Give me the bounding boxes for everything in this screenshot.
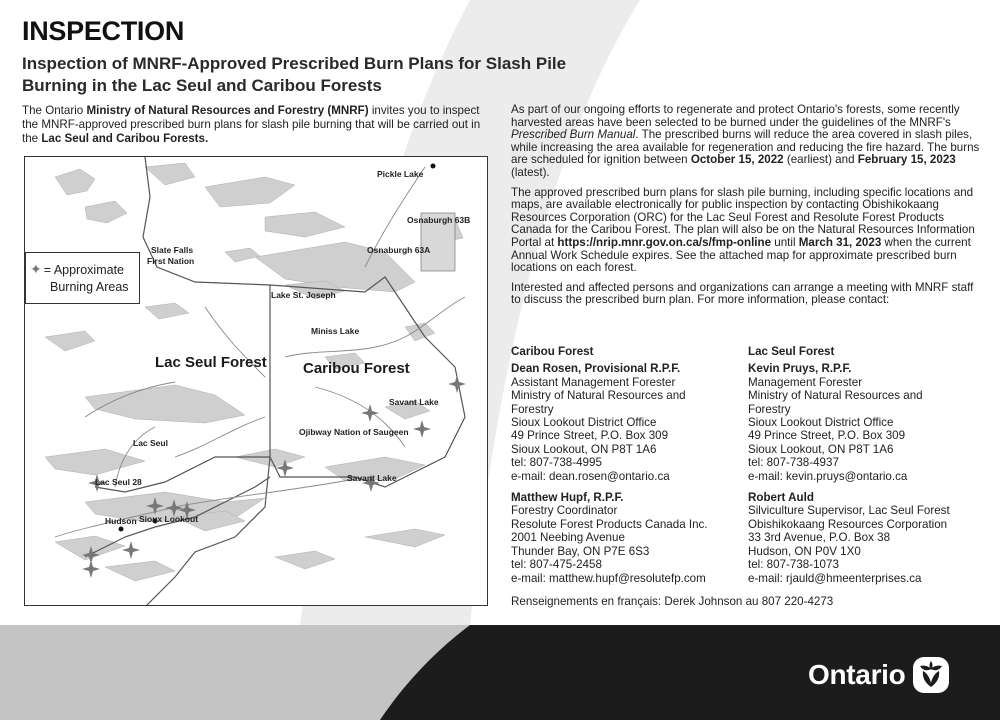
- p1-text-d: (latest).: [511, 165, 550, 179]
- map-label-savant-lake-upper: Savant Lake: [389, 397, 439, 407]
- contact-line: 49 Prince Street, P.O. Box 309: [511, 429, 669, 443]
- map-label-lac-seul-28: Lac Seul 28: [95, 477, 142, 487]
- contact-line: Management Forester: [748, 375, 863, 389]
- map-label-savant-lake-lower: Savant Lake: [347, 473, 397, 483]
- map-label-lake-st-joseph: Lake St. Joseph: [271, 290, 336, 300]
- intro-text-2: invites you to inspect the MNRF-approved prescribed burn plans for slash pile burning that will be carried out in the: [22, 104, 481, 145]
- contact-name: Robert Auld: [748, 491, 814, 505]
- contact-line: Silviculture Supervisor, Lac Seul Forest: [748, 504, 950, 518]
- contact-name: Matthew Hupf, R.P.F.: [511, 491, 624, 505]
- contact-email[interactable]: e-mail: rjauld@hmeenterprises.ca: [748, 571, 922, 585]
- contact-line: 2001 Neebing Avenue: [511, 531, 625, 545]
- contact-robert-auld: [748, 491, 983, 585]
- contact-name: Dean Rosen, Provisional R.P.F.: [511, 362, 681, 376]
- p1-text-b: . The prescribed burns will reduce the area covered in slash piles, while increasing the area available for regeneration and reducing the fire hazard. The burns are scheduled for ignition between: [511, 128, 980, 167]
- map-label-lac-seul-forest: Lac Seul Forest: [155, 354, 267, 371]
- p2-text-a: The approved prescribed burn plans for slash pile burning, including specific locations and maps, are available electronically for public inspection by contacting Obishikokaang Resources Corporation (ORC) for the Lac Seul Forest and Resolute Forest Products Canada for the Caribou Forest. The plan will also be on the Natural Resources Information Portal at: [511, 185, 975, 249]
- intro-text-1: The Ontario: [22, 104, 87, 117]
- paragraph-1: [511, 104, 981, 180]
- page-subtitle: [22, 53, 662, 97]
- map-label-slate-falls: Slate Falls: [151, 245, 194, 255]
- contact-line: Ministry of Natural Resources and: [748, 389, 923, 403]
- map-label-caribou-forest: Caribou Forest: [303, 360, 410, 377]
- map-label-pickle-lake: Pickle Lake: [377, 169, 424, 179]
- map-label-osnaburgh-63b: Osnaburgh 63B: [407, 215, 471, 225]
- map-legend: [25, 252, 140, 304]
- p2-text-c: when the current Annual Work Schedule expires. See the attached map for approximate prescribed burn locations on each forest.: [511, 235, 971, 275]
- map-label-osnaburgh-63a: Osnaburgh 63A: [367, 245, 431, 255]
- contact-name: Kevin Pruys, R.P.F.: [748, 362, 852, 376]
- contact-line: Assistant Management Forester: [511, 375, 676, 389]
- contact-phone: tel: 807-738-4995: [511, 456, 602, 470]
- contact-email[interactable]: e-mail: matthew.hupf@resolutefp.com: [511, 571, 706, 585]
- contact-line: Sioux Lookout District Office: [748, 416, 894, 430]
- lac-seul-forest-heading: Lac Seul Forest: [748, 345, 835, 358]
- ontario-logo: [808, 655, 951, 695]
- contacts-column-lac-seul: [748, 345, 983, 593]
- page-title: INSPECTION: [22, 16, 185, 46]
- caribou-forest-heading: Caribou Forest: [511, 345, 594, 358]
- map-label-first-nation: First Nation: [147, 256, 195, 266]
- legend-line-2: Burning Areas: [50, 280, 129, 294]
- contact-line: Forestry Coordinator: [511, 504, 618, 518]
- contact-phone: tel: 807-475-2458: [511, 558, 602, 572]
- contact-phone: tel: 807-738-1073: [748, 558, 839, 572]
- contact-line: Forestry: [511, 402, 554, 416]
- p1-date-1: October 15, 2022: [690, 153, 784, 167]
- contact-line: 33 3rd Avenue, P.O. Box 38: [748, 531, 891, 545]
- contact-dean-rosen: [511, 362, 746, 483]
- subtitle-line-1: Inspection of MNRF-Approved Prescribed Burn Plans for Slash Pile: [22, 54, 567, 73]
- contact-line: Hudson, ON P0V 1X0: [748, 544, 861, 558]
- contact-kevin-pruys: [748, 362, 983, 483]
- burn-area-map: [24, 156, 488, 606]
- p2-text-b: until: [771, 235, 799, 249]
- contact-line: Forestry: [748, 402, 791, 416]
- french-info: Renseignements en français: Derek Johnson au 807 220-4273: [511, 595, 834, 608]
- subtitle-line-2: Burning in the Lac Seul and Caribou Forests: [22, 76, 382, 95]
- contact-line: Ministry of Natural Resources and: [511, 389, 686, 403]
- contact-line: Sioux Lookout, ON P8T 1A6: [511, 442, 657, 456]
- burn-marker-icon: ✦: [30, 261, 42, 277]
- nrip-link[interactable]: https://nrip.mnr.gov.on.ca/s/fmp-online: [557, 235, 772, 249]
- map-label-ojibway-nation: Ojibway Nation of Saugeen: [299, 427, 409, 437]
- body-text: [511, 104, 981, 314]
- p1-date-2: February 15, 2023: [857, 153, 956, 167]
- legend-line-1: = Approximate: [43, 263, 124, 277]
- map-label-hudson: Hudson: [105, 516, 137, 526]
- contact-line: 49 Prince Street, P.O. Box 309: [748, 429, 906, 443]
- paragraph-3: Interested and affected persons and organizations can arrange a meeting with MNRF staff to discuss the prescribed burn plan. For more information, please contact:: [511, 280, 974, 307]
- contacts-column-caribou: [511, 345, 746, 593]
- map-label-sioux-lookout: Sioux Lookout: [139, 514, 199, 524]
- p1-text-a: As part of our ongoing efforts to regenerate and protect Ontario's forests, some recently harvested areas have been selected to be burned under the guidelines of the MNRF's: [511, 103, 960, 129]
- contact-line: Sioux Lookout District Office: [511, 416, 657, 430]
- contact-line: Obishikokaang Resources Corporation: [748, 517, 948, 531]
- map-label-lac-seul: Lac Seul: [133, 438, 168, 448]
- contact-line: Thunder Bay, ON P7E 6S3: [511, 544, 650, 558]
- intro-bold-1: Ministry of Natural Resources and Forestry (MNRF): [86, 104, 369, 117]
- map-label-miniss-lake: Miniss Lake: [311, 326, 360, 336]
- contact-email[interactable]: e-mail: dean.rosen@ontario.ca: [511, 469, 670, 483]
- contact-email[interactable]: e-mail: kevin.pruys@ontario.ca: [748, 469, 908, 483]
- intro-paragraph: [22, 104, 487, 146]
- paragraph-2: [511, 187, 981, 275]
- intro-bold-2: Lac Seul and Caribou Forests.: [41, 132, 209, 145]
- ontario-wordmark: Ontario: [808, 659, 906, 690]
- contact-line: Resolute Forest Products Canada Inc.: [511, 517, 708, 531]
- contact-matthew-hupf: [511, 491, 746, 585]
- p1-text-c: (earliest) and: [783, 153, 858, 167]
- trillium-icon: [911, 655, 951, 695]
- contact-line: Sioux Lookout, ON P8T 1A6: [748, 442, 894, 456]
- p2-date: March 31, 2023: [798, 235, 882, 249]
- p1-italic: Prescribed Burn Manual: [511, 128, 636, 142]
- contact-phone: tel: 807-738-4937: [748, 456, 839, 470]
